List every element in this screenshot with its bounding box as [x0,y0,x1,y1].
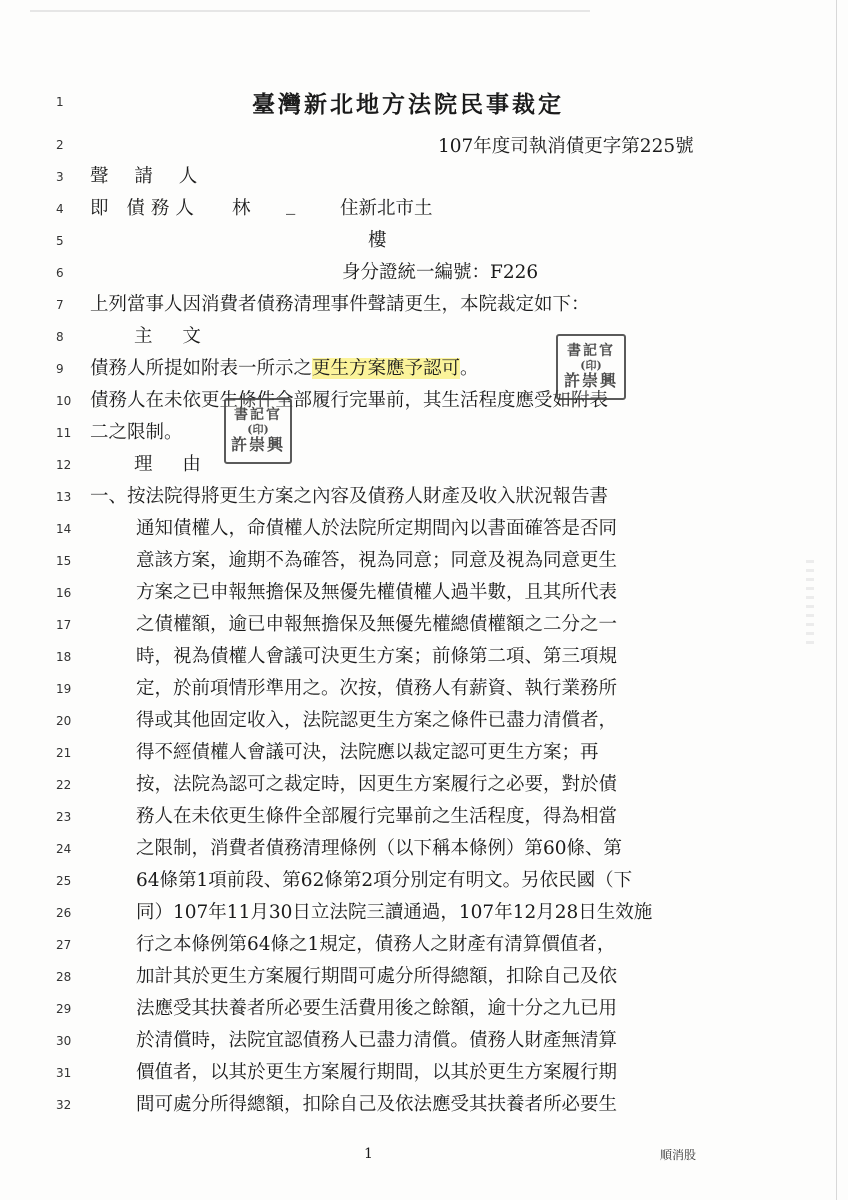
reasons-line: 價值者，以其於更生方案履行期間，以其於更生方案履行期 [136,1062,618,1083]
line-number: 13 [56,490,72,504]
line-number: 21 [56,746,72,760]
line-number: 11 [56,426,72,440]
line-number: 1 [56,95,64,109]
line-number: 29 [56,1002,72,1016]
line-number: 30 [56,1034,72,1048]
line-number: 22 [56,778,72,792]
reasons-line: 得不經債權人會議可決，法院應以裁定認可更生方案；再 [136,742,599,763]
reasons-line: 通知債權人，命債權人於法院所定期間內以書面確答是否同 [136,518,618,539]
scan-artifact-dots [806,560,814,650]
scan-artifact-edge [836,0,837,1200]
line-number: 2 [56,138,64,152]
line-number: 17 [56,618,72,632]
line-number: 15 [56,554,72,568]
debtor-name: 林 [232,198,251,219]
intro-line: 上列當事人因消費者債務清理事件聲請更生，本院裁定如下： [90,294,590,315]
reasons-line: 64條第1項前段、第62條第2項分別定有明文。另依民國（下 [136,870,633,891]
line-number: 32 [56,1098,72,1112]
line-number: 5 [56,234,64,248]
line-number: 10 [56,394,72,408]
applicant-label: 聲 請 人 [90,166,208,187]
stamp-name: 許崇興 [230,434,285,454]
reasons-line: 同）107年11月30日立法院三讀通過，107年12月28日生效施 [136,902,653,923]
page-number: 1 [364,1146,373,1162]
holding-heading: 主 文 [134,326,213,347]
line-number: 18 [56,650,72,664]
line-number: 23 [56,810,72,824]
court-unit: 順消股 [660,1148,697,1162]
reasons-line: 之債權額，逾已申報無擔保及無優先權總債權額之二分之一 [136,614,618,635]
line-number: 28 [56,970,72,984]
line-number: 14 [56,522,72,536]
reasons-line: 方案之已申報無擔保及無優先權債權人過半數，且其所代表 [136,582,618,603]
redaction-mark: _ [286,194,296,215]
reasons-line: 務人在未依更生條件全部履行完畢前之生活程度，得為相當 [136,806,618,827]
line-number: 9 [56,362,64,376]
reasons-line: 定，於前項情形準用之。次按，債務人有薪資、執行業務所 [136,678,618,699]
line-number: 6 [56,266,64,280]
holding-line-1-post: 。 [460,358,479,379]
stamp-mark: (印) [247,422,269,436]
stamp-title: 書記官 [234,407,282,424]
stamp-name: 許崇興 [563,370,618,390]
line-number: 31 [56,1066,72,1080]
case-number: 107年度司執消債更字第225號 [438,136,694,157]
document-title: 臺灣新北地方法院民事裁定 [252,91,564,118]
line-number: 24 [56,842,72,856]
line-number: 7 [56,298,64,312]
reasons-line: 時，視為債權人會議可決更生方案；前條第二項、第三項規 [136,646,618,667]
line-number: 8 [56,330,64,344]
holding-line-2: 債務人在未依更生條件全部履行完畢前，其生活程度應受如附表 [90,390,609,411]
line-number: 25 [56,874,72,888]
holding-highlight: 更生方案應予認可 [312,358,461,379]
reasons-line: 法應受其扶養者所必要生活費用後之餘額，逾十分之九已用 [136,998,618,1019]
reasons-line: 加計其於更生方案履行期間可處分所得總額，扣除自己及依 [136,966,618,987]
holding-line-1 [90,354,479,380]
reasons-line: 於清償時，法院宜認債務人已盡力清償。債務人財產無清算 [136,1030,618,1051]
clerk-seal-stamp [224,398,292,464]
debtor-id: 身分證統一編號：F226 [342,262,539,283]
holding-line-3: 二之限制。 [90,422,183,443]
line-number: 16 [56,586,72,600]
line-number: 26 [56,906,72,920]
reasons-line: 意該方案，逾期不為確答，視為同意；同意及視為同意更生 [136,550,618,571]
line-number: 4 [56,202,64,216]
reasons-line: 一、按法院得將更生方案之內容及債務人財產及收入狀況報告書 [90,486,609,507]
stamp-mark: (印) [580,358,602,372]
holding-line-1-pre: 債務人所提如附表一所示之 [90,358,313,379]
reasons-line: 之限制，消費者債務清理條例（以下稱本條例）第60條、第 [136,838,623,859]
line-number: 3 [56,170,64,184]
reasons-line: 行之本條例第64條之1規定，債務人之財產有清算價值者， [136,934,616,955]
line-number: 20 [56,714,72,728]
stamp-title: 書記官 [567,343,615,360]
scan-artifact-top [30,10,590,12]
debtor-address: 住新北市土 [340,198,433,219]
reasons-heading: 理 由 [134,454,213,475]
reasons-line: 間可處分所得總額，扣除自己及依法應受其扶養者所必要生 [136,1094,618,1115]
line-number: 19 [56,682,72,696]
clerk-seal-stamp [556,334,626,400]
debtor-address-line2: 樓 [368,230,387,251]
line-number: 27 [56,938,72,952]
debtor-label: 即 債務人 [90,198,200,219]
line-number: 12 [56,458,72,472]
reasons-line: 得或其他固定收入，法院認更生方案之條件已盡力清償者， [136,710,618,731]
reasons-line: 按，法院為認可之裁定時，因更生方案履行之必要，對於債 [136,774,618,795]
